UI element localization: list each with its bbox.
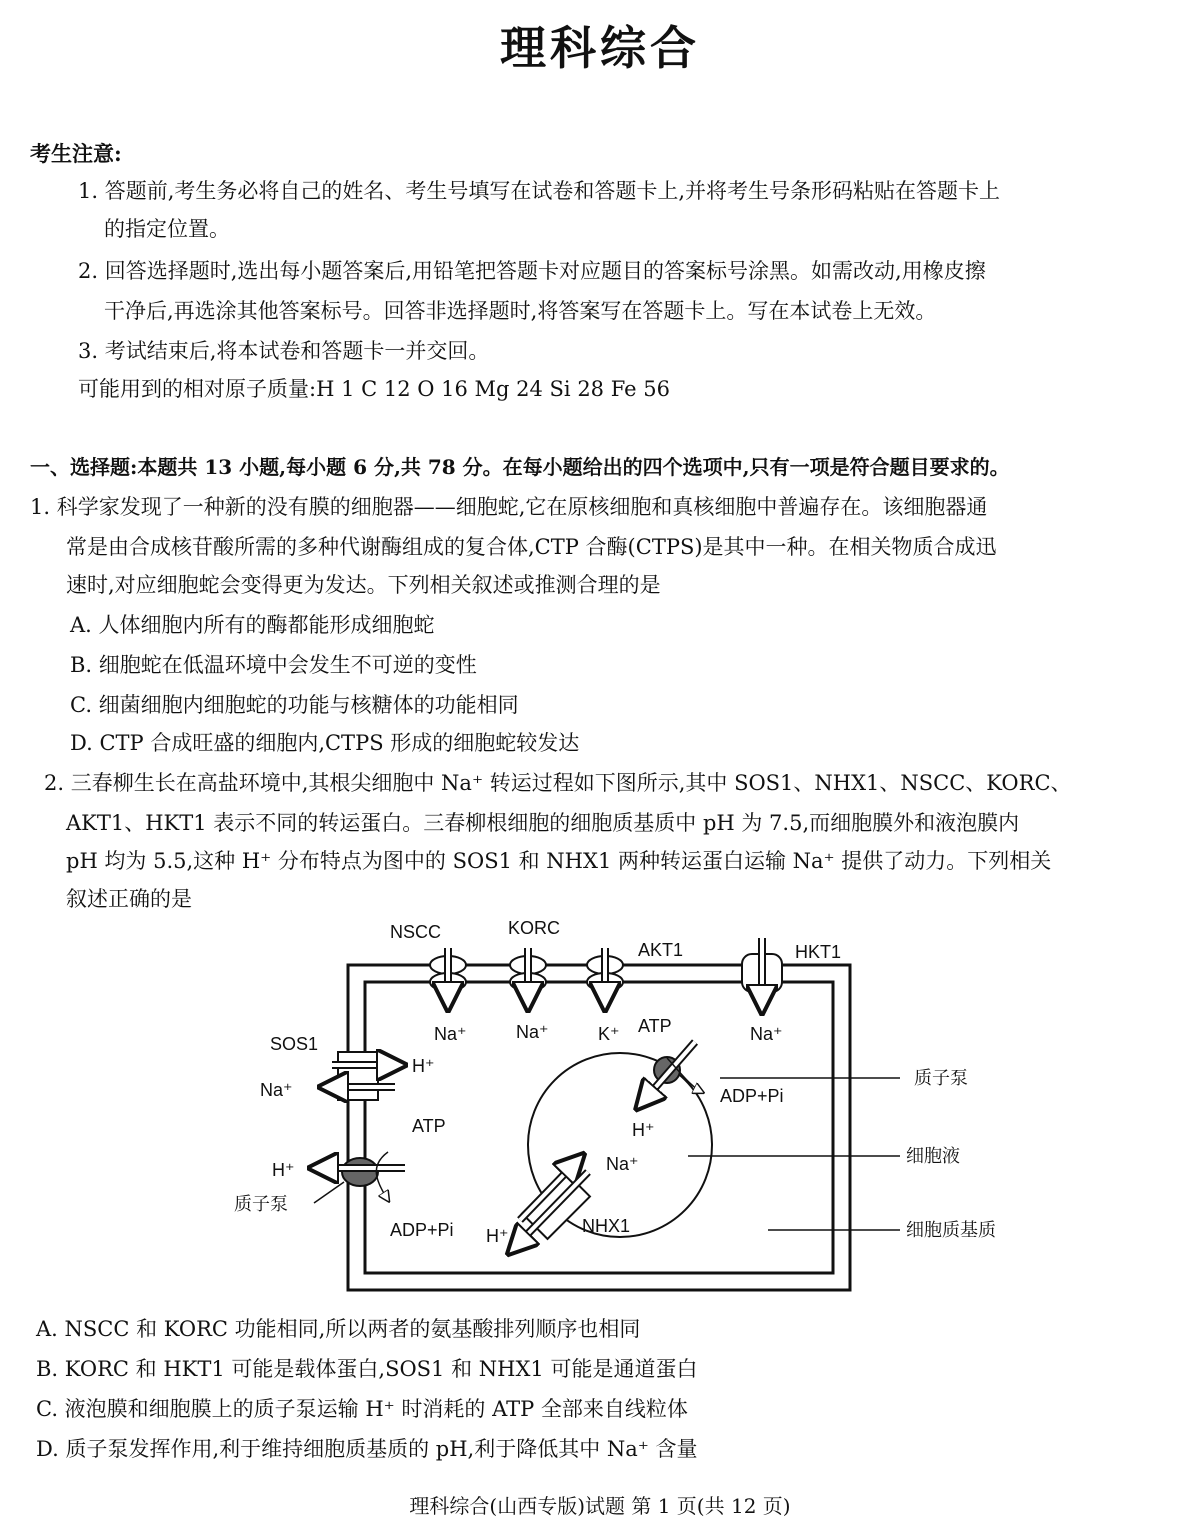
notice-line: 1. 答题前,考生务必将自己的姓名、考生号填写在试卷和答题卡上,并将考生号条形码粘贴在答题卡上 [78,179,1001,203]
notice-line: 3. 考试结束后,将本试卷和答题卡一并交回。 [78,339,490,363]
label-k: K⁺ [598,1024,620,1044]
notice-heading: 考生注意: [30,141,122,166]
q2-option-a: A. NSCC 和 KORC 功能相同,所以两者的氨基酸排列顺序也相同 [36,1317,641,1341]
q2-stem-line: 2. 三春柳生长在高盐环境中,其根尖细胞中 Na⁺ 转运过程如下图所示,其中 SOS1、NHX1、NSCC、KORC、 [44,771,1072,795]
q1-option-a: A. 人体细胞内所有的酶都能形成细胞蛇 [70,613,435,637]
section-heading: 一、选择题:本题共 13 小题,每小题 6 分,共 78 分。在每小题给出的四个选项中,只有一项是符合题目要求的。 [30,455,1010,479]
label-proton-pump-right: 质子泵 [914,1068,968,1088]
label-na-nscc: Na⁺ [434,1024,467,1044]
label-na-sos1: Na⁺ [260,1080,293,1100]
label-na-vacuole: Na⁺ [606,1154,639,1174]
q1-stem-line: 速时,对应细胞蛇会变得更为发达。下列相关叙述或推测合理的是 [66,573,661,597]
label-cell-sap: 细胞液 [906,1146,960,1166]
label-na-korc: Na⁺ [516,1022,549,1042]
page-title: 理科综合 [500,21,700,75]
label-h-left: H⁺ [272,1160,295,1180]
label-h-sos1: H⁺ [412,1056,435,1076]
label-h-vacuole: H⁺ [632,1120,655,1140]
q2-option-b: B. KORC 和 HKT1 可能是载体蛋白,SOS1 和 NHX1 可能是通道蛋白 [36,1357,698,1381]
label-na-hkt1: Na⁺ [750,1024,783,1044]
label-nscc: NSCC [390,922,442,942]
notice-line: 的指定位置。 [104,217,230,241]
label-akt1: AKT1 [638,940,684,960]
notice-line: 干净后,再选涂其他答案标号。回答非选择题时,将答案写在答题卡上。写在本试卷上无效。 [104,299,937,323]
label-nhx1: NHX1 [582,1216,631,1236]
label-sos1: SOS1 [270,1034,319,1054]
q1-option-c: C. 细菌细胞内细胞蛇的功能与核糖体的功能相同 [70,693,519,717]
akt1-channel [587,948,623,1005]
q1-option-b: B. 细胞蛇在低温环境中会发生不可逆的变性 [70,653,477,677]
label-hkt1: HKT1 [795,942,842,962]
na-transport-diagram [220,910,1040,1310]
label-cytoplasm-matrix: 细胞质基质 [906,1220,996,1240]
q2-stem-line: pH 均为 5.5,这种 H⁺ 分布特点为图中的 SOS1 和 NHX1 两种转运蛋白运输 Na⁺ 提供了动力。下列相关 [66,849,1052,873]
atomic-mass-line: 可能用到的相对原子质量:H 1 C 12 O 16 Mg 24 Si 28 Fe 56 [78,377,670,401]
nscc-channel [430,948,466,1005]
notice-line: 2. 回答选择题时,选出每小题答案后,用铅笔把答题卡对应题目的答案标号涂黑。如需改动,用橡皮擦 [78,259,986,283]
korc-channel [510,948,546,1005]
q2-option-c: C. 液泡膜和细胞膜上的质子泵运输 H⁺ 时消耗的 ATP 全部来自线粒体 [36,1397,688,1421]
q2-stem-line: 叙述正确的是 [66,887,192,911]
label-atp-vacuole: ATP [638,1016,672,1036]
label-atp-left: ATP [412,1116,446,1136]
label-adp-left: ADP+Pi [390,1220,454,1240]
sos1-antiporter [325,1052,400,1100]
q2-option-d: D. 质子泵发挥作用,利于维持细胞质基质的 pH,利于降低其中 Na⁺ 含量 [36,1437,698,1461]
label-korc: KORC [508,918,561,938]
label-proton-pump-left: 质子泵 [234,1194,288,1214]
label-adp-vacuole: ADP+Pi [720,1086,784,1106]
q2-stem-line: AKT1、HKT1 表示不同的转运蛋白。三春柳根细胞的细胞质基质中 pH 为 7.5,而细胞膜外和液泡膜内 [66,811,1020,835]
q1-stem-line: 1. 科学家发现了一种新的没有膜的细胞器——细胞蛇,它在原核细胞和真核细胞中普遍存在。该细胞器通 [30,495,988,519]
q1-stem-line: 常是由合成核苷酸所需的多种代谢酶组成的复合体,CTP 合酶(CTPS)是其中一种。在相关物质合成迅 [66,535,997,559]
hkt1-carrier [742,938,782,1008]
page-footer: 理科综合(山西专版)试题 第 1 页(共 12 页) [409,1494,791,1518]
label-h-nhx1: H⁺ [486,1226,509,1246]
q1-option-d: D. CTP 合成旺盛的细胞内,CTPS 形成的细胞蛇较发达 [70,731,580,755]
